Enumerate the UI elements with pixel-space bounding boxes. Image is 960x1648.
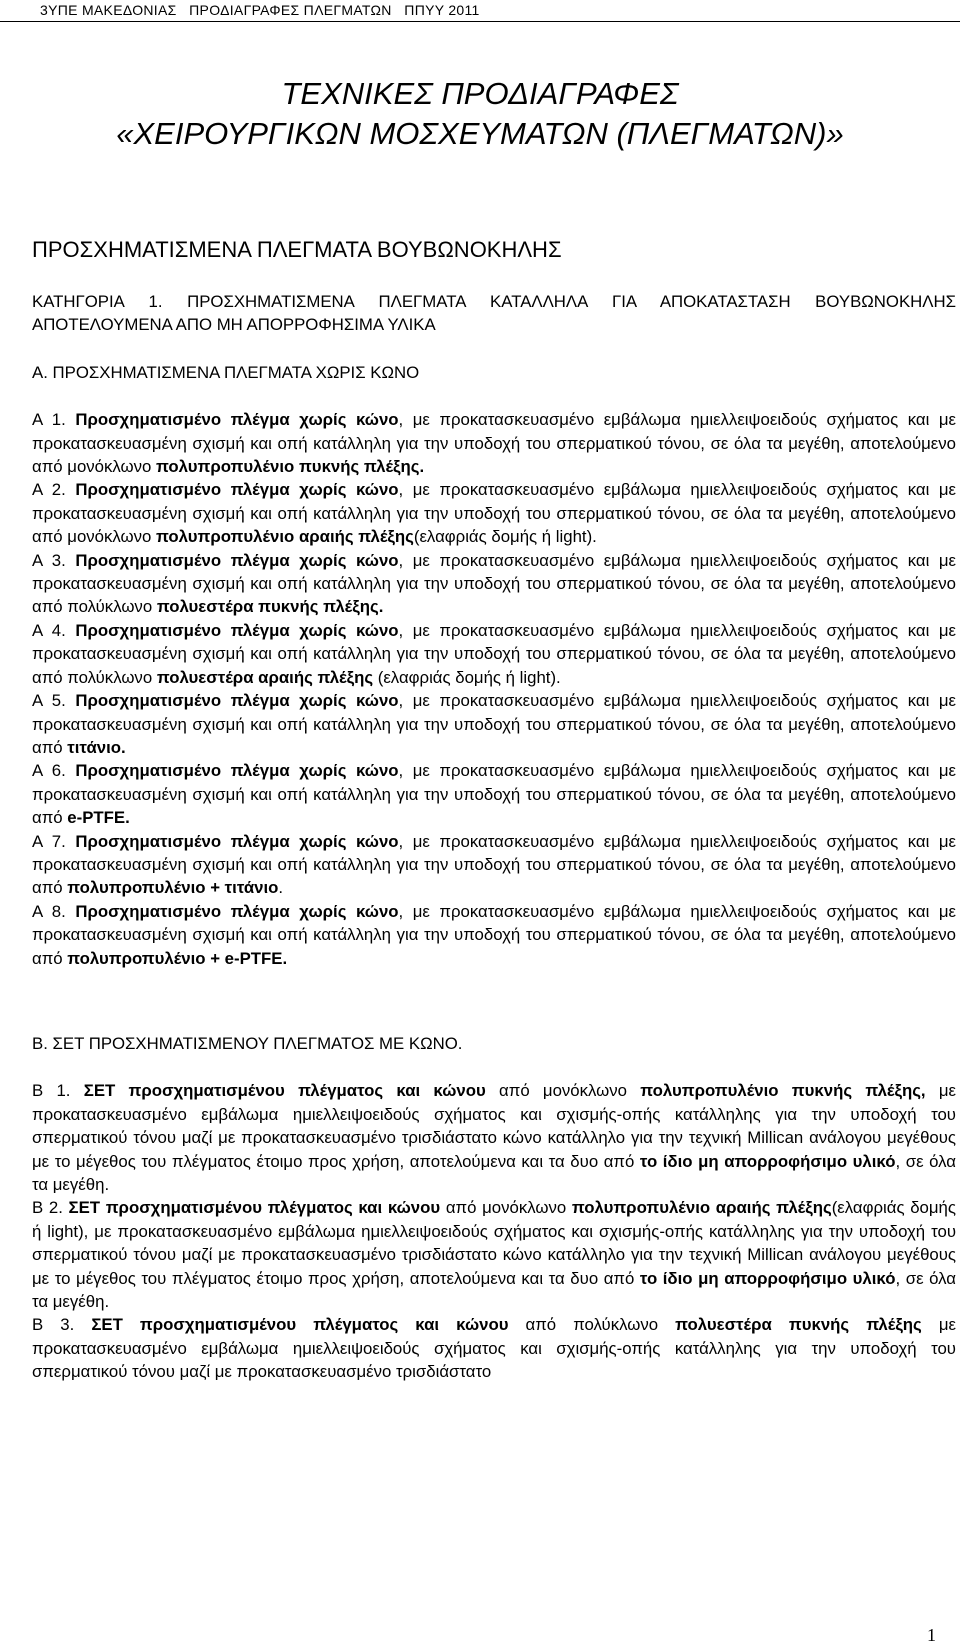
item-a1 (32, 408, 956, 478)
document-body (32, 236, 956, 1384)
item-material: μονόκλωνο (67, 527, 157, 547)
item-after: (ελαφριάς δομής ή light). (413, 527, 597, 547)
item-code: Α 2. (32, 480, 66, 500)
item-body: , με προκατασκευασμένο εμβάλωμα ημιελλειψοειδούς σχήματος και με προκατασκευασμένη σχισμή και οπή κατάλληλη για την υποδοχή του σπερματικού τόνου, σε όλα τα μεγέθη, αποτελούμενο από (32, 410, 956, 477)
item-body: , με προκατασκευασμένο εμβάλωμα ημιελλειψοειδούς σχήματος και με προκατασκευασμένη σχισμή και οπή κατάλληλη για την υποδοχή του σπερματικού τόνου, σε όλα τα μεγέθη, αποτελούμενο από (32, 691, 956, 757)
item-lead: ΣΕΤ προσχηματισμένου πλέγματος και κώνου (83, 1081, 486, 1101)
item-body: , με προκατασκευασμένο εμβάλωμα ημιελλειψοειδούς σχήματος και με προκατασκευασμένη σχισμή και οπή κατάλληλη για την υποδοχή του σπερματικού τόνου, σε όλα τα μεγέθη, αποτελούμενο από (32, 761, 956, 828)
item-text-2: (ελαφριάς δομής ή light), με προκατασκευασμένο εμβάλωμα ημιελλειψοειδούς σχήματος και σχισμής-οπής κατάλληλης για την υποδοχή του σπερματικού τόνου μαζί με προκατασκευασμένο τρισδιάστατο κώνο κατάλληλο για την τεχνική Millican ανάλογου μεγέθους με το μέγεθος του πλέγματος έτοιμο προς χρήση, αποτελούμενα και τα δυο από (32, 1198, 956, 1288)
item-bold-material: πολυπροπυλένιο + e-PTFE. (67, 948, 288, 968)
item-bold-material: e-PTFE. (67, 808, 130, 828)
item-bold-material: πολυπροπυλένιο αραιής πλέξης (156, 527, 414, 547)
item-text-3: , σε όλα τα μεγέθη. (32, 1268, 956, 1312)
item-lead: Προσχηματισμένο πλέγμα χωρίς κώνο (75, 410, 399, 430)
subsection-b-heading: Β. ΣΕΤ ΠΡΟΣΧΗΜΑΤΙΣΜΕΝΟΥ ΠΛΕΓΜΑΤΟΣ ΜΕ ΚΩΝΟ. (32, 1033, 463, 1053)
item-text-3: , σε όλα τα μεγέθη. (32, 1151, 956, 1194)
item-lead: Προσχηματισμένο πλέγμα χωρίς κώνο (75, 691, 399, 711)
running-header (0, 0, 960, 22)
item-code: Α 5. (32, 691, 66, 711)
item-a6 (32, 759, 956, 829)
subsection-a-heading: Α. ΠΡΟΣΧΗΜΑΤΙΣΜΕΝΑ ΠΛΕΓΜΑΤΑ ΧΩΡΙΣ ΚΩΝΟ (32, 362, 420, 382)
item-a7 (32, 830, 956, 900)
item-a2 (32, 478, 956, 548)
title-line-2: «ΧΕΙΡΟΥΡΓΙΚΩΝ ΜΟΣΧΕΥΜΑΤΩΝ (ΠΛΕΓΜΑΤΩΝ)» (116, 116, 844, 151)
header-text: 3ΥΠΕ ΜΑΚΕΔΟΝΙΑΣ ΠΡΟΔΙΑΓΡΑΦΕΣ ΠΛΕΓΜΑΤΩΝ ΠΠΥΥ 2011 (40, 2, 480, 18)
item-code: Α 8. (32, 901, 66, 921)
category-heading: ΚΑΤΗΓΟΡΙΑ 1. ΠΡΟΣΧΗΜΑΤΙΣΜΕΝΑ ΠΛΕΓΜΑΤΑ ΚΑΤΑΛΛΗΛΑ ΓΙΑ ΑΠΟΚΑΤΑΣΤΑΣΗ ΒΟΥΒΩΝΟΚΗΛΗΣ ΑΠΟΤΕΛΟΥΜΕΝΑ ΑΠΟ ΜΗ ΑΠΟΡΡΟΦΗΣΙΜΑ ΥΛΙΚΑ (32, 292, 956, 335)
item-lead: ΣΕΤ προσχηματισμένου πλέγματος και κώνου (68, 1198, 441, 1218)
item-code: Β 2. (32, 1198, 63, 1218)
item-b1 (32, 1079, 956, 1196)
item-lead: Προσχηματισμένο πλέγμα χωρίς κώνο (75, 480, 399, 500)
item-code: Α 7. (32, 831, 66, 851)
item-lead: Προσχηματισμένο πλέγμα χωρίς κώνο (75, 831, 399, 851)
item-bold-material-2: το ίδιο μη απορροφήσιμο υλικό (639, 1268, 896, 1288)
item-bold-material: πολυπροπυλένιο πυκνής πλέξης, (640, 1081, 926, 1101)
item-lead: Προσχηματισμένο πλέγμα χωρίς κώνο (75, 620, 399, 640)
item-lead: ΣΕΤ προσχηματισμένου πλέγματος και κώνου (91, 1315, 509, 1335)
item-text-2: με προκατασκευασμένο εμβάλωμα ημιελλειψοειδούς σχήματος και σχισμής-οπής κατάλληλης για την υποδοχή του σπερματικού τόνου μαζί με προκατασκευασμένο τρισδιάστατο κώνο κατάλληλο για την τεχνική Millican ανάλογου μεγέθους με το μέγεθος του πλέγματος έτοιμο προς χρήση, αποτελούμενα και τα δυο από (32, 1081, 957, 1171)
item-lead: Προσχηματισμένο πλέγμα χωρίς κώνο (75, 550, 399, 570)
section-heading: ΠΡΟΣΧΗΜΑΤΙΣΜΕΝΑ ΠΛΕΓΜΑΤΑ ΒΟΥΒΩΝΟΚΗΛΗΣ (32, 237, 562, 262)
item-b2 (32, 1196, 956, 1313)
item-a5 (32, 689, 956, 759)
item-text-2: με προκατασκευασμένο εμβάλωμα ημιελλειψοειδούς σχήματος και σχισμής-οπής κατάλληλης για την υποδοχή του σπερματικού τόνου μαζί με προκατασκευασμένο τρισδιάστατο (32, 1315, 956, 1382)
items-a-list (32, 408, 956, 970)
item-bold-material-2: το ίδιο μη απορροφήσιμο υλικό (639, 1151, 896, 1171)
item-body: , με προκατασκευασμένο εμβάλωμα ημιελλειψοειδούς σχήματος και με προκατασκευασμένη σχισμή και οπή κατάλληλη για την υποδοχή του σπερματικού τόνου, σε όλα τα μεγέθη, αποτελούμενο από (32, 480, 956, 547)
item-code: Α 4. (32, 620, 66, 640)
item-material: πολύκλωνο (67, 597, 157, 617)
item-lead: Προσχηματισμένο πλέγμα χωρίς κώνο (75, 761, 399, 781)
item-code: Α 1. (32, 410, 66, 430)
item-body: , με προκατασκευασμένο εμβάλωμα ημιελλειψοειδούς σχήματος και με προκατασκευασμένη σχισμή και οπή κατάλληλη για την υποδοχή του σπερματικού τόνου, σε όλα τα μεγέθη, αποτελούμενο από (32, 831, 956, 898)
item-after: . (278, 878, 284, 898)
item-material: πολύκλωνο (67, 667, 157, 687)
item-body: , με προκατασκευασμένο εμβάλωμα ημιελλειψοειδούς σχήματος και με προκατασκευασμένη σχισμή και οπή κατάλληλη για την υποδοχή του σπερματικού τόνου, σε όλα τα μεγέθη, αποτελούμενο από (32, 620, 956, 687)
item-code: Β 3. (32, 1315, 75, 1335)
item-after: (ελαφριάς δομής ή light). (373, 667, 561, 687)
item-code: Α 6. (32, 761, 66, 781)
item-bold-material: πολυπροπυλένιο + τιτάνιο (67, 878, 279, 898)
item-text-1: από μονόκλωνο (440, 1198, 572, 1218)
item-text-1: από πολύκλωνο (508, 1315, 676, 1335)
item-bold-material: πολυεστέρα πυκνής πλέξης. (156, 597, 384, 617)
item-bold-material: πολυεστέρα αραιής πλέξης (156, 667, 374, 687)
item-text-1: από μονόκλωνο (485, 1081, 641, 1101)
title-line-1: ΤΕΧΝΙΚΕΣ ΠΡΟΔΙΑΓΡΑΦΕΣ (281, 76, 679, 111)
item-a4 (32, 619, 956, 689)
page-number: 1 (927, 1625, 936, 1645)
items-b-list (32, 1079, 956, 1383)
item-b3 (32, 1313, 956, 1383)
item-body: , με προκατασκευασμένο εμβάλωμα ημιελλειψοειδούς σχήματος και με προκατασκευασμένη σχισμή και οπή κατάλληλη για την υποδοχή του σπερματικού τόνου, σε όλα τα μεγέθη, αποτελούμενο από (32, 550, 956, 617)
item-lead: Προσχηματισμένο πλέγμα χωρίς κώνο (75, 901, 399, 921)
item-body: , με προκατασκευασμένο εμβάλωμα ημιελλειψοειδούς σχήματος και με προκατασκευασμένη σχισμή και οπή κατάλληλη για την υποδοχή του σπερματικού τόνου, σε όλα τα μεγέθη, αποτελούμενο από (32, 901, 956, 968)
item-bold-material: τιτάνιο. (67, 737, 126, 757)
item-a8 (32, 900, 956, 970)
item-bold-material: πολυπροπυλένιο αραιής πλέξης (571, 1198, 832, 1218)
item-code: Β 1. (32, 1081, 71, 1101)
item-material: μονόκλωνο (67, 457, 157, 477)
item-a3 (32, 549, 956, 619)
item-bold-material: πολυπροπυλένιο πυκνής πλέξης. (156, 457, 425, 477)
item-bold-material: πολυεστέρα πυκνής πλέξης (675, 1315, 922, 1335)
item-code: Α 3. (32, 550, 66, 570)
